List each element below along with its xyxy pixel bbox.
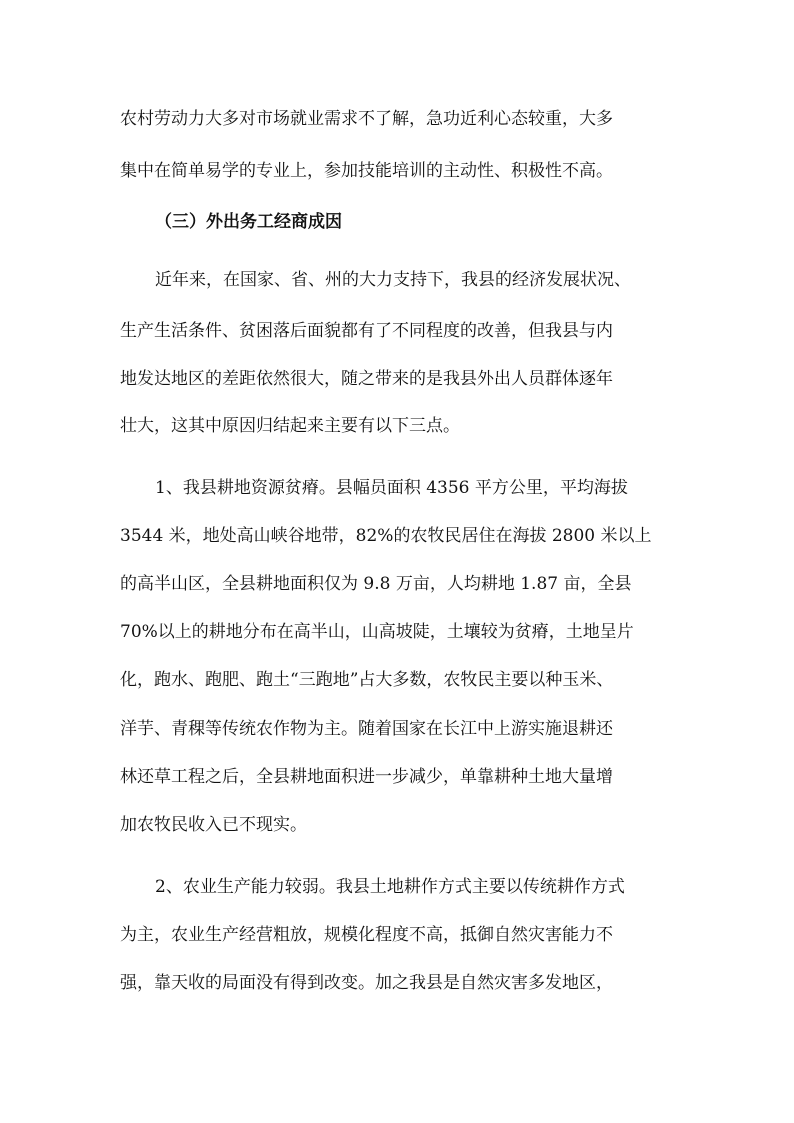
text-line: 生产生活条件、贫困落后面貌都有了不同程度的改善，但我县与内 (120, 321, 613, 341)
text-line: 地发达地区的差距依然很大，随之带来的是我县外出人员群体逐年 (120, 369, 613, 389)
text-line: 壮大，这其中原因归结起来主要有以下三点。 (120, 416, 460, 436)
text-line: 70%以上的耕地分布在高半山，山高坡陡，土壤较为贫瘠，土地呈片 (120, 622, 634, 642)
text-line: 的高半山区，全县耕地面积仅为 9.8 万亩，人均耕地 1.87 亩，全县 (120, 574, 632, 594)
text-line: 3544 米，地处高山峡谷地带，82%的农牧民居住在海拔 2800 米以上 (120, 526, 652, 546)
text-line: 1、我县耕地资源贫瘠。县幅员面积 4356 平方公里，平均海拔 (155, 478, 628, 498)
text-line: 林还草工程之后，全县耕地面积进一步减少，单靠耕种土地大量增 (120, 767, 613, 787)
text-line: 化，跑水、跑肥、跑土“三跑地”占大多数，农牧民主要以种玉米、 (120, 670, 614, 690)
text-line: 近年来，在国家、省、州的大力支持下，我县的经济发展状况、 (155, 270, 631, 290)
text-line: 洋芋、青稞等传统农作物为主。随着国家在长江中上游实施退耕还 (120, 719, 613, 739)
text-line: 为主，农业生产经营粗放，规模化程度不高，抵御自然灾害能力不 (120, 925, 613, 945)
text-line: 强，靠天收的局面没有得到改变。加之我县是自然灾害多发地区， (120, 973, 613, 993)
text-line: 农村劳动力大多对市场就业需求不了解，急功近利心态较重，大多 (120, 109, 613, 129)
text-line: 集中在简单易学的专业上，参加技能培训的主动性、积极性不高。 (120, 161, 613, 181)
section-heading: （三）外出务工经商成因 (155, 212, 342, 232)
text-line: 加农牧民收入已不现实。 (120, 815, 307, 835)
text-line: 2、农业生产能力较弱。我县土地耕作方式主要以传统耕作方式 (155, 877, 625, 897)
